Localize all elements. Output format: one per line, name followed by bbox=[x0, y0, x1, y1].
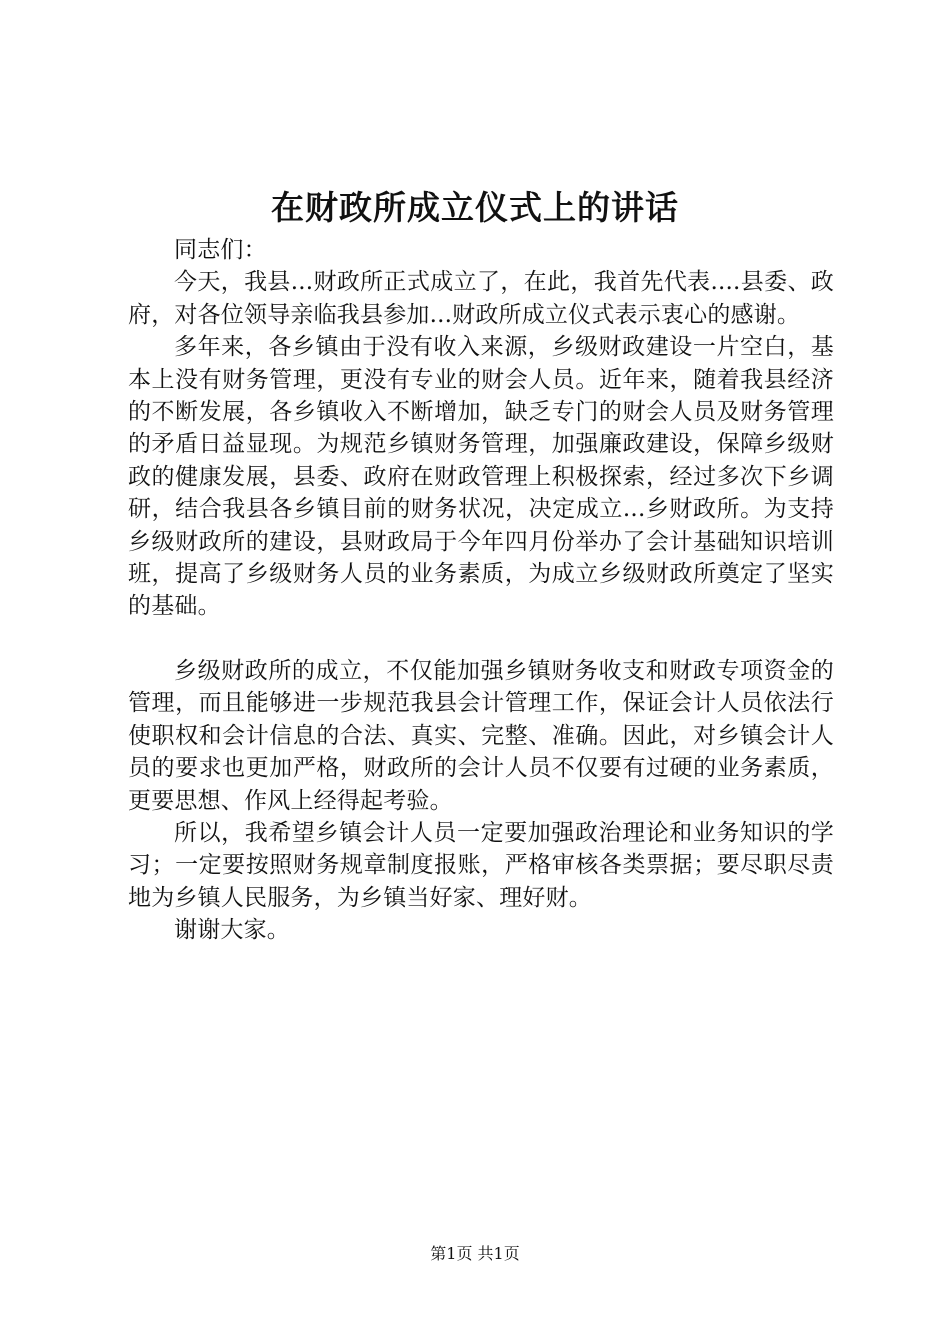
body-paragraph: 今天，我县...财政所正式成立了，在此，我首先代表....县委、政府，对各位领导亲临我县参加...财政所成立仪式表示衷心的感谢。 bbox=[128, 269, 834, 328]
document-title: 在财政所成立仪式上的讲话 bbox=[271, 188, 679, 227]
body-paragraph: 乡级财政所的成立，不仅能加强乡镇财务收支和财政专项资金的管理，而且能够进一步规范我县会计管理工作，保证会计人员依法行使职权和会计信息的合法、真实、完整、准确。因此，对乡镇会计人员的要求也更加严格，财政所的会计人员不仅要有过硬的业务素质，更要思想、作风上经得起考验。 bbox=[128, 657, 834, 814]
salutation-paragraph: 同志们： bbox=[174, 237, 267, 263]
page-indicator: 第1页 共1页 bbox=[430, 1244, 520, 1263]
closing-paragraph: 谢谢大家。 bbox=[174, 917, 290, 944]
body-paragraph: 所以，我希望乡镇会计人员一定要加强政治理论和业务知识的学习；一定要按照财务规章制度报账，严格审核各类票据；要尽职尽责地为乡镇人民服务，为乡镇当好家、理好财。 bbox=[128, 819, 834, 911]
document-body bbox=[128, 234, 834, 947]
body-paragraph: 多年来，各乡镇由于没有收入来源，乡级财政建设一片空白，基本上没有财务管理，更没有专业的财会人员。近年来，随着我县经济的不断发展，各乡镇收入不断增加，缺乏专门的财会人员及财务管理的矛盾日益显现。为规范乡镇财务管理，加强廉政建设，保障乡级财政的健康发展，县委、政府在财政管理上积极探索，经过多次下乡调研，结合我县各乡镇目前的财务状况，决定成立...乡财政所。为支持乡级财政所的建设，县财政局于今年四月份举办了会计基础知识培训班，提高了乡级财务人员的业务素质，为成立乡级财政所奠定了坚实的基础。 bbox=[128, 334, 834, 620]
